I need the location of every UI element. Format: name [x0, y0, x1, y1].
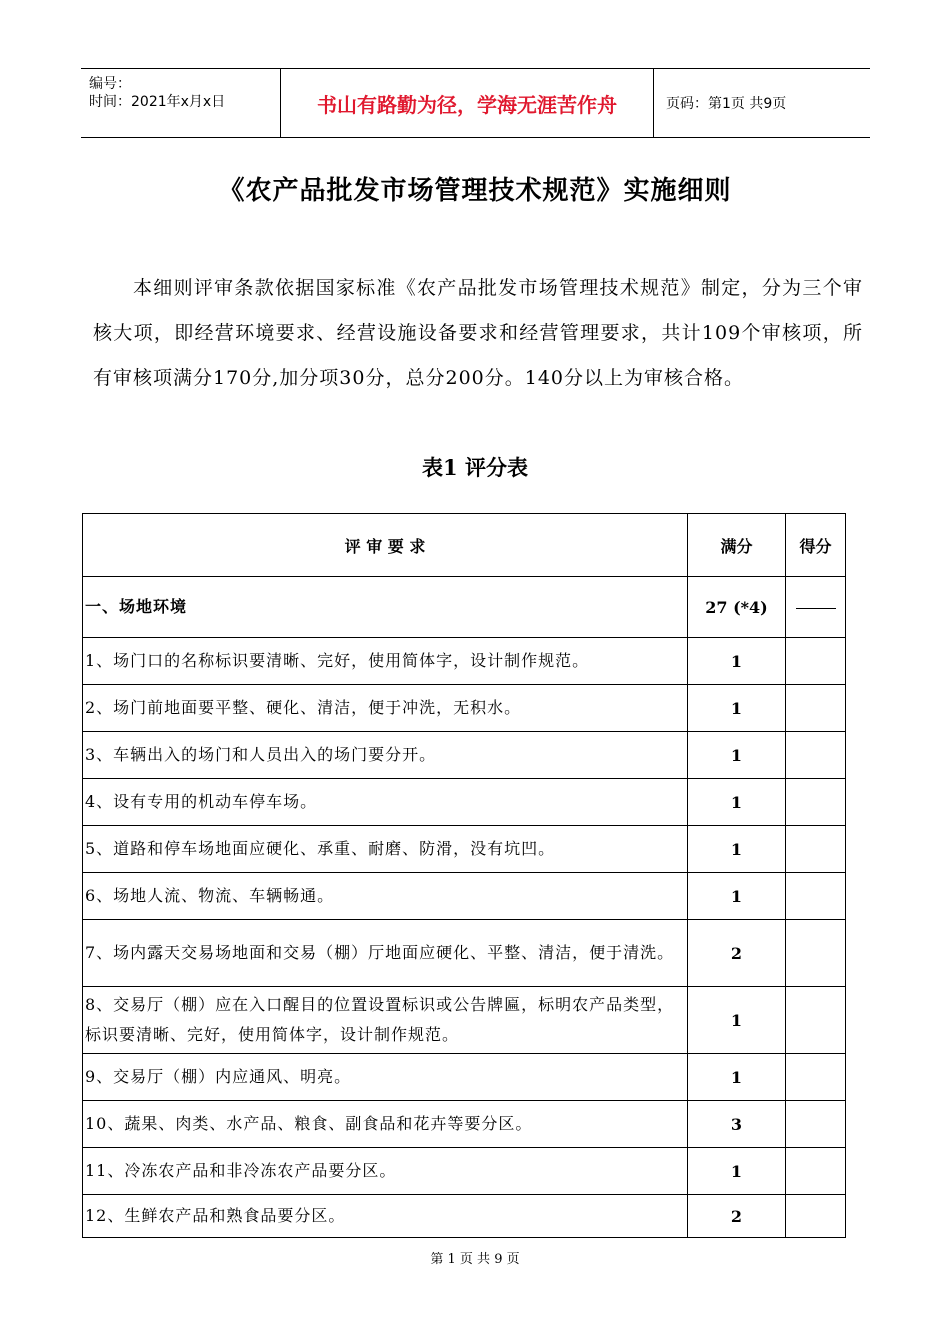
- requirement-cell: 3、车辆出入的场门和人员出入的场门要分开。: [83, 732, 688, 779]
- full-score-cell: 1: [688, 873, 786, 920]
- table-row: [83, 685, 846, 732]
- full-score-cell: 2: [688, 1195, 786, 1238]
- requirement-cell: 1、场门口的名称标识要清晰、完好，使用简体字，设计制作规范。: [83, 638, 688, 685]
- table-row: [83, 920, 846, 987]
- table-row: [83, 826, 846, 873]
- table-row: [83, 987, 846, 1054]
- header-full-score: 满分: [688, 514, 786, 577]
- table-row: [83, 732, 846, 779]
- number-label: 编号：: [89, 76, 131, 92]
- header-meta: [81, 69, 281, 137]
- dash-mark: [796, 608, 836, 609]
- page-header: [81, 68, 870, 138]
- page-footer: 第 1 页 共 9 页: [430, 1252, 520, 1267]
- score-cell[interactable]: [786, 987, 846, 1054]
- requirement-cell: 12、生鲜农产品和熟食品要分区。: [83, 1195, 688, 1238]
- requirement-cell: 4、设有专用的机动车停车场。: [83, 779, 688, 826]
- requirement-cell: 7、场内露天交易场地面和交易（棚）厅地面应硬化、平整、清洁，便于清洗。: [83, 920, 688, 987]
- section-score-cell: [786, 577, 846, 638]
- intro-paragraph: 本细则评审条款依据国家标准《农产品批发市场管理技术规范》制定，分为三个审核大项，即经营环境要求、经营设施设备要求和经营管理要求，共计109个审核项，所有审核项满分170分,加分项30分，总分200分。140分以上为审核合格。: [93, 277, 863, 389]
- header-motto: 书山有路勤为径，学海无涯苦作舟: [281, 69, 654, 137]
- table-row: [83, 638, 846, 685]
- score-cell[interactable]: [786, 826, 846, 873]
- table-row: [83, 1195, 846, 1238]
- full-score-cell: 1: [688, 732, 786, 779]
- requirement-cell: 8、交易厅（棚）应在入口醒目的位置设置标识或公告牌匾，标明农产品类型，标识要清晰、完好，使用简体字，设计制作规范。: [83, 987, 688, 1054]
- section-full-score: 27 (*4): [688, 577, 786, 638]
- header-score: 得分: [786, 514, 846, 577]
- full-score-cell: 1: [688, 1148, 786, 1195]
- table-row: [83, 1101, 846, 1148]
- score-cell[interactable]: [786, 1148, 846, 1195]
- full-score-cell: 1: [688, 685, 786, 732]
- header-page-info: 页码：第1页 共9页: [666, 96, 787, 112]
- score-cell[interactable]: [786, 873, 846, 920]
- table-row: [83, 1054, 846, 1101]
- requirement-cell: 9、交易厅（棚）内应通风、明亮。: [83, 1054, 688, 1101]
- requirement-cell: 10、蔬果、肉类、水产品、粮食、副食品和花卉等要分区。: [83, 1101, 688, 1148]
- score-cell[interactable]: [786, 685, 846, 732]
- full-score-cell: 1: [688, 826, 786, 873]
- table-row: [83, 779, 846, 826]
- document-title: 《农产品批发市场管理技术规范》实施细则: [218, 176, 732, 206]
- table-caption: 表1 评分表: [422, 455, 528, 480]
- score-cell[interactable]: [786, 1101, 846, 1148]
- full-score-cell: 1: [688, 638, 786, 685]
- requirement-cell: 5、道路和停车场地面应硬化、承重、耐磨、防滑，没有坑凹。: [83, 826, 688, 873]
- score-cell[interactable]: [786, 779, 846, 826]
- requirement-cell: 11、冷冻农产品和非冷冻农产品要分区。: [83, 1148, 688, 1195]
- table-header-row: [83, 514, 846, 577]
- full-score-cell: 1: [688, 1054, 786, 1101]
- full-score-cell: 1: [688, 987, 786, 1054]
- section-row: [83, 577, 846, 638]
- full-score-cell: 2: [688, 920, 786, 987]
- score-table: [82, 513, 846, 1238]
- table-row: [83, 873, 846, 920]
- time-label: 时间：2021年x月x日: [89, 94, 226, 110]
- table-row: [83, 1148, 846, 1195]
- requirement-cell: 2、场门前地面要平整、硬化、清洁，便于冲洗，无积水。: [83, 685, 688, 732]
- score-cell[interactable]: [786, 1054, 846, 1101]
- requirement-cell: 6、场地人流、物流、车辆畅通。: [83, 873, 688, 920]
- score-cell[interactable]: [786, 732, 846, 779]
- score-cell[interactable]: [786, 1195, 846, 1238]
- full-score-cell: 3: [688, 1101, 786, 1148]
- section-label: 一、场地环境: [83, 577, 688, 638]
- header-requirement: 评 审 要 求: [83, 514, 688, 577]
- full-score-cell: 1: [688, 779, 786, 826]
- score-cell[interactable]: [786, 638, 846, 685]
- score-cell[interactable]: [786, 920, 846, 987]
